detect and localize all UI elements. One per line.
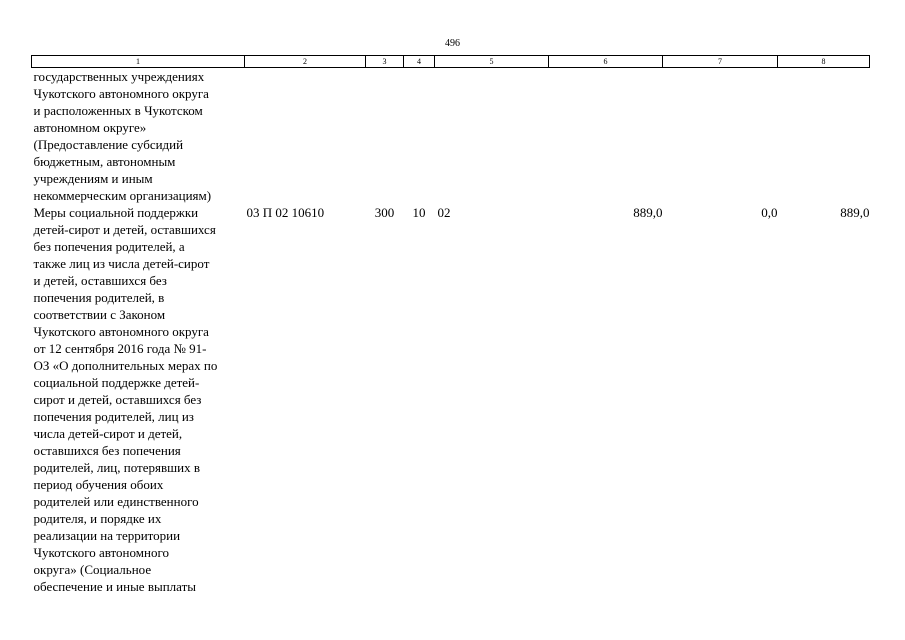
column-header-5: 5 [435,56,549,68]
column-header-7: 7 [663,56,778,68]
column-number-header [32,56,870,68]
column-header-8: 8 [778,56,870,68]
column-header-6: 6 [549,56,663,68]
column-header-4: 4 [404,56,435,68]
row-amount-7 [663,68,778,205]
table-row [32,68,870,205]
row-expense-type: 300 [374,205,395,220]
row-section: 10 [412,205,426,220]
row-target-code: 03 П 02 10610 [246,205,325,220]
column-header-3: 3 [366,56,404,68]
row-amount-6 [549,68,663,205]
row-description: государственных учреждениях Чукотского автономного округа и расположенных в Чукотском автономном округе» (Предоставление субсидий бюджетным, автономным учреждениям и иным некоммерческим организациям) [33,69,212,203]
column-header-2: 2 [245,56,366,68]
page-number: 496 [445,38,460,49]
row-target-code [245,68,366,205]
row-amount-8: 889,0 [840,205,870,220]
column-header-1: 1 [32,56,245,68]
row-section [404,68,435,205]
table-row [32,204,870,595]
row-subsection: 02 [437,205,451,220]
row-amount-7: 0,0 [761,205,778,220]
row-description: Меры социальной поддержки детей-сирот и детей, оставшихся без попечения родителей, а также лиц из числа детей-сирот и детей, оставшихся без попечения родителей, в соответствии с Законом Чукотского автономного округа от 12 сентября 2016 года № 91- ОЗ «О дополнительных мерах по социальной поддержке детей- сирот и детей, оставшихся без попечения родителей, лиц из числа детей-сирот и детей, оставшихся без попечения родителей, лиц, потерявших в период обучения обоих родителей или единственного родителя, и порядке их реализации на территории Чукотского автономного округа» (Социальное обеспечение и иные выплаты [33,205,218,594]
row-expense-type [366,68,404,205]
row-amount-8 [778,68,870,205]
row-amount-6: 889,0 [633,205,663,220]
budget-table [31,55,870,595]
row-subsection [435,68,549,205]
